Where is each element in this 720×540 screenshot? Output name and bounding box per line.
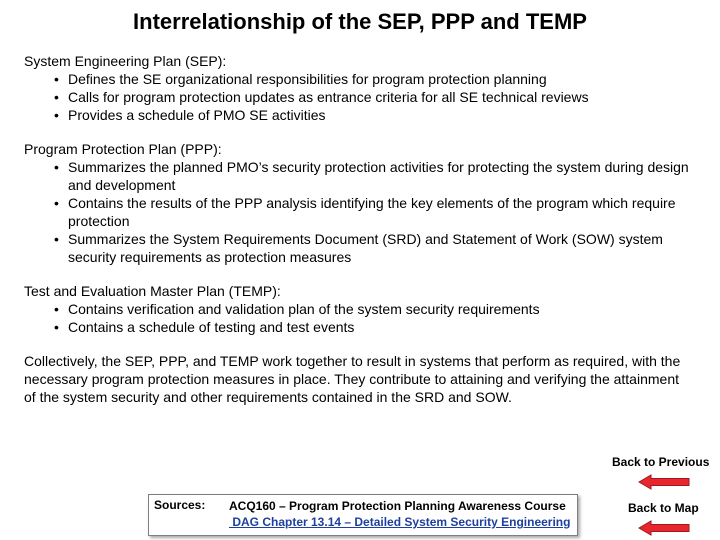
- temp-section: [24, 282, 694, 336]
- sources-list: [229, 498, 570, 530]
- ppp-bullet: • Summarizes the System Requirements Document (SRD) and Statement of Work (SOW) system security requirements as protection measures: [68, 230, 694, 266]
- temp-bullet: • Contains a schedule of testing and test events: [68, 318, 694, 336]
- ppp-bullet: • Contains the results of the PPP analysis identifying the key elements of the program which require protection: [68, 194, 694, 230]
- ppp-bullet: • Summarizes the planned PMO’s security protection activities for protecting the system during design and development: [68, 158, 694, 194]
- map-arrow-icon[interactable]: [638, 520, 690, 536]
- sep-section: [24, 52, 694, 124]
- temp-bullet-list: [24, 300, 694, 336]
- sep-bullet: • Calls for program protection updates as entrance criteria for all SE technical reviews: [68, 88, 694, 106]
- back-arrow-icon[interactable]: [638, 474, 690, 490]
- back-to-previous-label[interactable]: Back to Previous: [612, 455, 710, 469]
- summary-paragraph: Collectively, the SEP, PPP, and TEMP work together to result in systems that perform as required, with the necessary program protection measures in place. They contribute to attaining and verifying the attainment of the system security and other requirements contained in the SRD and SOW.: [24, 353, 681, 405]
- temp-heading: Test and Evaluation Master Plan (TEMP):: [24, 283, 281, 299]
- temp-bullet: • Contains verification and validation plan of the system security requirements: [68, 300, 694, 318]
- ppp-heading: Program Protection Plan (PPP):: [24, 141, 222, 157]
- sep-heading: System Engineering Plan (SEP):: [24, 53, 227, 69]
- ppp-bullet-list: [24, 158, 694, 266]
- page-title: Interrelationship of the SEP, PPP and TEMP: [133, 9, 587, 34]
- back-to-map-label[interactable]: Back to Map: [628, 501, 699, 515]
- main-content: [24, 52, 694, 406]
- sources-label: Sources:: [154, 498, 206, 512]
- source-course: ACQ160 – Program Protection Planning Awareness Course: [229, 499, 566, 513]
- sep-bullet: • Defines the SE organizational responsibilities for program protection planning: [68, 70, 694, 88]
- sep-bullet-list: [24, 70, 694, 124]
- sep-bullet: • Provides a schedule of PMO SE activities: [68, 106, 694, 124]
- ppp-section: [24, 140, 694, 266]
- source-dag-link[interactable]: DAG Chapter 13.14 – Detailed System Security Engineering: [229, 515, 571, 529]
- sources-box: [148, 494, 578, 536]
